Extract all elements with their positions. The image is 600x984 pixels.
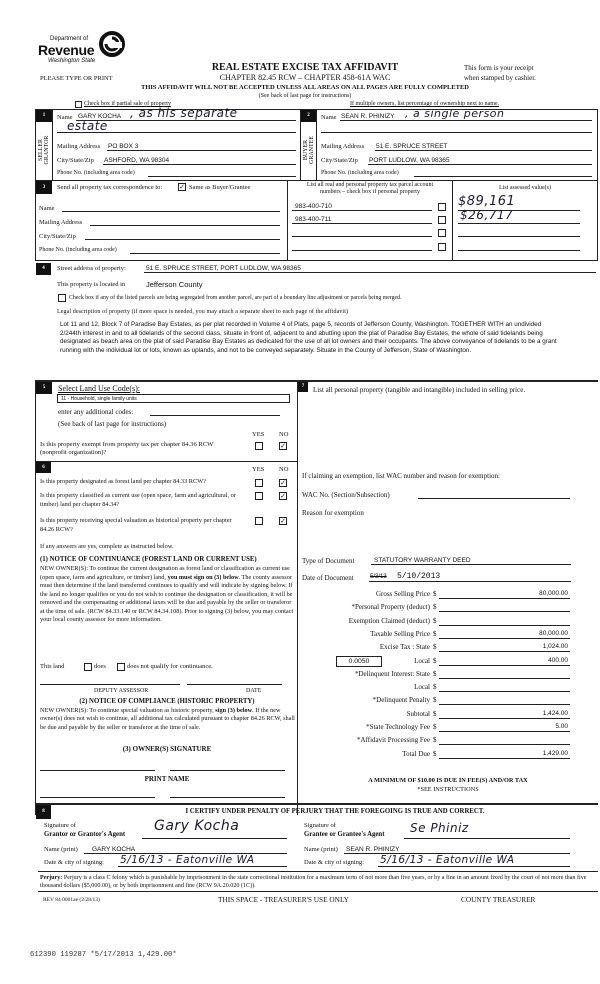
tax-row — [298, 736, 598, 748]
certification-title: I CERTIFY UNDER PENALTY OF PERJURY THAT THE FOREGOING IS TRUE AND CORRECT. — [185, 808, 485, 815]
buyer-city-field[interactable] — [368, 156, 592, 165]
divider — [35, 380, 36, 815]
does-not-label: does not qualify for continuance. — [127, 663, 213, 670]
minimum-note: A MINIMUM OF $10.00 IS DUE IN FEE(S) AND/OR TAX — [368, 777, 528, 784]
parcel-number: 983-400-711 — [295, 216, 332, 223]
multiple-owners-note: If multiple owners, list percentage of ownership next to name. — [350, 101, 500, 107]
tax-amount-field[interactable] — [439, 736, 570, 745]
assessed-value: $89,161 — [458, 194, 516, 209]
exemption-label: If claiming an exemption, list WAC number and reason for exemption: — [302, 472, 500, 480]
assessed-value-field[interactable] — [458, 227, 580, 237]
currency-symbol: $ — [433, 643, 437, 651]
section-number-1: 1 — [36, 110, 52, 122]
buyer-side-label — [302, 126, 316, 176]
corr-city-field[interactable] — [85, 232, 280, 240]
divider — [597, 180, 598, 260]
section-number-3: 3 — [36, 181, 52, 194]
tax-row — [298, 617, 598, 629]
grantee-label: GRANTEE — [309, 136, 315, 164]
please-type: PLEASE TYPE OR PRINT — [40, 75, 113, 82]
tax-amount-value: 1,429.00 — [542, 750, 568, 757]
section-number-6: 6 — [36, 462, 51, 473]
grantee-name-value: SEAN R. PHINIZY — [346, 846, 400, 853]
receipt-note-1: This form is your receipt — [464, 64, 534, 72]
currency-symbol: $ — [433, 603, 437, 611]
grantor-date-field[interactable] — [118, 854, 287, 867]
form-number: REV 84 0001ae (2/28/13) — [43, 897, 100, 903]
personal-property-checkbox[interactable] — [438, 229, 446, 237]
divider — [35, 803, 598, 805]
tax-row-label: Taxable Selling Price — [370, 630, 430, 638]
local-rate-box[interactable] — [336, 656, 382, 667]
tax-row-label: Total Due — [402, 750, 430, 758]
seller-name-field[interactable] — [76, 106, 296, 121]
additional-codes-field[interactable] — [150, 407, 280, 416]
grantee-date-field[interactable] — [378, 854, 570, 867]
buyer-mailing-label: Mailing Address — [321, 143, 365, 150]
tax-row — [298, 750, 598, 762]
grantee-sig-label-1: Signature of — [304, 822, 336, 829]
tax-row-label: *Affidavit Processing Fee — [357, 736, 430, 744]
seller-mailing-label: Mailing Address — [57, 143, 101, 150]
doc-type-field[interactable] — [371, 555, 571, 565]
personal-property-label: List all personal property (tangible and intangible) included in selling price. — [313, 386, 526, 394]
currency-symbol: $ — [433, 696, 437, 704]
notice1-bold: you must sign on (3) below — [167, 573, 239, 581]
buyer-mailing-field[interactable] — [375, 142, 592, 151]
receipt-note-2: when stamped by cashier. — [464, 74, 536, 82]
grantor-signature: Gary Kocha — [154, 818, 240, 834]
if-yes-note: If any answers are yes, complete as instructed below. — [40, 543, 174, 550]
notice1-text-a: NEW OWNER(S): To continue the current designation as forest land or classification as current use (open space, farm and agriculture, or timber) land, — [40, 565, 290, 581]
exempt-question: Is this property exempt from property tax per chapter 84.36 RCW (nonprofit organization)? — [40, 441, 214, 456]
grantor-name-field[interactable] — [84, 845, 287, 854]
current-use-no-checkbox[interactable]: ✓ — [280, 492, 286, 500]
currency-symbol: $ — [433, 657, 437, 665]
doc-date-value: 5/10/2013 — [397, 572, 441, 581]
grantee-signature-field[interactable] — [404, 821, 570, 839]
treasurer-stamp: 612390 119287 *5/17/2013 1,429.00* — [30, 951, 177, 959]
parcel-number-field[interactable] — [292, 227, 432, 237]
seller-phone-label: Phone No. (including area code) — [57, 170, 135, 176]
perjury-notice — [40, 874, 596, 890]
current-use-yes-checkbox[interactable] — [255, 492, 263, 500]
see-back-text: (See back of last page for instructions) — [258, 93, 352, 99]
parcel-number-field[interactable] — [292, 201, 432, 211]
divider — [35, 260, 598, 261]
currency-symbol: $ — [433, 710, 437, 718]
seller-label: SELLER — [38, 139, 44, 161]
agency-name: Revenue — [38, 42, 95, 58]
forest-no-checkbox[interactable]: ✓ — [280, 479, 286, 487]
tax-row — [298, 696, 598, 708]
print-name-line-1[interactable] — [40, 797, 155, 798]
currency-symbol: $ — [433, 590, 437, 598]
notice2-text-b: . If the new owner(s) does not wish to continue, all additional tax calculated pursuant to chapter 84.26 RCW, shall be due and payable by the seller or transferor at the time of sale. — [40, 707, 295, 731]
see-instructions: *SEE INSTRUCTIONS — [417, 786, 479, 793]
county-treasurer: COUNTY TREASURER — [461, 895, 536, 904]
forest-yes-checkbox[interactable] — [255, 479, 263, 487]
seller-side-label — [37, 126, 51, 176]
same-as-buyer-label: Same as Buyer/Grantee — [189, 184, 251, 191]
tax-amount-field[interactable] — [439, 617, 570, 626]
tax-row-label: *Personal Property (deduct) — [351, 603, 430, 611]
buyer-name-value: SEAN R. PHINIZY — [341, 113, 395, 120]
historic-no-checkbox[interactable]: ✓ — [280, 517, 286, 525]
owner-signature-label: (3) OWNER(S) SIGNATURE — [122, 745, 212, 753]
tax-row-label: Local — [414, 683, 430, 691]
corr-city-label: City/State/Zip — [39, 233, 76, 240]
tax-row — [298, 590, 598, 602]
divider — [35, 380, 598, 382]
buyer-name-line2[interactable] — [321, 122, 592, 133]
agency-line1: Department of — [50, 36, 89, 42]
divider — [38, 871, 598, 872]
tax-amount-field[interactable] — [439, 723, 570, 732]
no-header: NO — [279, 466, 289, 473]
treasurer-use: THIS SPACE - TREASURER'S USE ONLY — [218, 895, 349, 904]
grantee-date-value: 5/16/13 - Eatonville WA — [380, 854, 515, 866]
buyer-phone-label: Phone No. (including area code) — [321, 170, 399, 176]
parcel-header — [288, 182, 452, 196]
notice1-text-b: . The county assessor must then determine if the land transferred continues to qualify and will indicate by signing below. If the land no longer qualifies or you do not wish to continue the designation or classification, it will be removed and the compensating or additional taxes will be due and payable by the seller or transferor at the time of sale. (RCW 84.33.140 or RCW 84.34.108). Prior to signing (3) below, you may contact your local county assessor for more information. — [40, 573, 294, 623]
divider — [316, 109, 317, 180]
this-land-label: This land — [40, 663, 65, 670]
currency-symbol: $ — [433, 750, 437, 758]
notice2-text-a: NEW OWNER(S): To continue special valuation as historic property, — [40, 707, 216, 714]
corr-name-field[interactable] — [62, 204, 280, 212]
additional-codes-label: enter any additional codes: — [58, 408, 134, 416]
yes-header: YES — [252, 466, 265, 473]
doc-date-label: Date of Document — [302, 574, 354, 582]
seller-city-label: City/State/Zip — [57, 157, 94, 164]
tax-row-label: Local — [414, 657, 430, 665]
land-use-select[interactable] — [57, 394, 290, 403]
tax-row — [298, 723, 598, 735]
buyer-name-handwritten: , a single person — [405, 107, 505, 120]
date-label: DATE — [246, 688, 262, 694]
segregated-checkbox[interactable] — [58, 294, 66, 302]
street-label: Street address of property: — [57, 265, 126, 272]
land-use-instructions: (See back of last page for instructions) — [58, 420, 167, 428]
doc-type-value: STATUTORY WARRANTY DEED — [374, 557, 471, 564]
tax-amount-field[interactable] — [439, 590, 570, 599]
parcel-number-field[interactable] — [292, 241, 432, 251]
grantor-sig-label-2: Grantor or Grantor's Agent — [44, 831, 126, 838]
exempt-no-checkbox[interactable]: ✓ — [280, 442, 286, 450]
notice1-title: (1) NOTICE OF CONTINUANCE (FOREST LAND OR CURRENT USE) — [40, 556, 257, 563]
tax-row — [298, 710, 598, 722]
seller-city-value: ASHFORD, WA 98304 — [104, 157, 170, 164]
section-number-5: 5 — [36, 382, 52, 394]
currency-symbol: $ — [433, 630, 437, 638]
tax-row — [298, 643, 598, 655]
assessed-header: List assessed value(s) — [499, 185, 551, 191]
grantee-signature: Se Phiniz — [410, 821, 469, 835]
grantor-name-label: Name (print) — [44, 846, 78, 853]
tax-amount-field[interactable] — [439, 710, 570, 719]
yes-header: YES — [252, 431, 265, 438]
grantor-date-label: Date & city of signing: — [44, 859, 104, 866]
seller-mailing-field[interactable] — [107, 142, 296, 151]
corr-mailing-field[interactable] — [90, 218, 280, 226]
does-not-checkbox[interactable] — [117, 663, 125, 671]
perjury-text: Perjury is a class C felony which is punishable by imprisonment in the state correctional institution for a maximum term of not more than five years, or by a fine in an amount fixed by the court of not more than five thousand dollars ($5,000.00), or by both imprisonment and fine (RCW 9A.20.020 (1C)). — [40, 875, 587, 890]
tax-amount-field[interactable] — [439, 630, 570, 639]
parcel-number-field[interactable] — [292, 214, 432, 224]
grantor-sig-label-1: Signature of — [44, 822, 76, 829]
currency-symbol: $ — [433, 670, 437, 678]
assessed-value-field[interactable] — [458, 208, 580, 224]
tax-amount-value: 80,000.00 — [539, 630, 568, 637]
doc-date-struck: 5/3/13 — [370, 574, 387, 580]
currency-symbol: $ — [433, 723, 437, 731]
seller-name-handwritten: , as his separate — [130, 106, 238, 120]
tax-row-label: Gross Selling Price — [375, 590, 430, 598]
agency-state: Washington State — [48, 58, 96, 64]
form-title: REAL ESTATE EXCISE TAX AFFIDAVIT — [211, 62, 399, 73]
doc-type-label: Type of Document — [302, 557, 355, 565]
buyer-name-label: Name — [321, 114, 337, 121]
seller-phone-field[interactable] — [148, 169, 296, 177]
currency-symbol: $ — [433, 736, 437, 744]
segregated-label: Check box if any of the listed parcels are being segregated from another parcel, are part of a boundary line adjustment or parcels being merged. — [69, 295, 402, 301]
parcel-row — [292, 241, 592, 253]
currency-symbol: $ — [433, 683, 437, 691]
seller-name-handwritten-2: estate — [67, 119, 108, 133]
divider — [38, 891, 598, 892]
current-use-question: Is this property classified as current use (open space, farm and agricultural, or timber) land per chapter 84.34? — [40, 492, 236, 508]
local-rate-value: 0.0050 — [348, 658, 370, 665]
divider — [35, 180, 598, 181]
deputy-assessor-label: DEPUTY ASSESSOR — [94, 688, 149, 694]
notice2-text — [40, 707, 296, 732]
tax-amount-field[interactable] — [439, 683, 570, 692]
buyer-phone-field[interactable] — [414, 169, 592, 177]
buyer-city-value: PORT LUDLOW, WA 98365 — [369, 157, 450, 164]
doc-date-field[interactable] — [369, 572, 571, 582]
parcel-row — [292, 227, 592, 239]
grantor-name-value: GARY KOCHA — [92, 846, 136, 853]
form-subtitle: CHAPTER 82.45 RCW – CHAPTER 458-61A WAC — [219, 73, 391, 82]
tax-amount-field[interactable] — [439, 657, 570, 666]
seller-mailing-value: PO BOX 3 — [108, 143, 139, 150]
no-header: NO — [279, 431, 289, 438]
divider — [52, 109, 53, 180]
parcel-header-2: numbers – check box if personal property — [320, 189, 420, 195]
tax-amount-value: 80,000.00 — [539, 590, 568, 597]
personal-property-checkbox[interactable] — [438, 203, 446, 211]
located-label: This property is located in — [57, 281, 126, 288]
tax-amount-field[interactable] — [439, 750, 570, 759]
partial-sale-label: Check box if partial sale of property — [84, 101, 171, 107]
divider — [35, 461, 297, 462]
currency-symbol: $ — [433, 617, 437, 625]
legal-label: Legal description of property (if more space is needed, you may attach a separate sheet to each page of the affidavit) — [57, 309, 349, 315]
corr-name-label: Name — [39, 205, 55, 212]
forest-question: Is this property designated as forest land per chapter 84.33 RCW? — [40, 478, 206, 485]
owner-signature-line-1[interactable] — [40, 770, 155, 771]
parcel-number: 983-400-710 — [295, 203, 332, 210]
tax-row — [298, 683, 598, 695]
personal-property-checkbox[interactable] — [438, 243, 446, 251]
does-checkbox[interactable] — [84, 663, 92, 671]
parcel-row — [292, 208, 592, 226]
grantee-name-field[interactable] — [344, 845, 570, 854]
deputy-assessor-line[interactable] — [40, 684, 180, 685]
owner-signature-line-2[interactable] — [170, 770, 285, 771]
date-line[interactable] — [187, 684, 282, 685]
personal-property-checkbox[interactable] — [438, 216, 446, 224]
street-value: 51 E. SPRUCE STREET, PORT LUDLOW, WA 98365 — [146, 265, 301, 272]
section-number-8: 8 — [36, 805, 51, 819]
warning-text: THIS AFFIDAVIT WILL NOT BE ACCEPTED UNLESS ALL AREAS ON ALL PAGES ARE FULLY COMPLETED — [141, 84, 469, 91]
legal-description: Lot 11 and 12, Block 7 of Paradise Bay Estates, as per plat recorded in Volume 4 of Plats, page 5, records of Jefferson County, Washington. TOGETHER WITH an undivided 2/244th interest in and to all tidelands of the second class, situate in front of, adjacent to and abutting upon the plat of Paradise Bay Estates, the whole of said tidelands being designated as beach area on the plat of said Paradise Bay Estates as dedicated for the use of all lot owners and their occupants. The above conveyance of tidelands to be a grant running with the individual lot or lots, known as uplands, and not to be conveyed separately. Situate in the County of Jefferson, State of Washington. — [60, 321, 557, 354]
parcel-header-1: List all real and personal property tax parcel account — [306, 182, 434, 188]
street-field[interactable] — [144, 264, 596, 273]
section-number-4: 4 — [36, 263, 51, 275]
corr-phone-field[interactable] — [130, 246, 280, 254]
assessed-value-field[interactable] — [458, 241, 580, 251]
land-use-selected: 11 - Household, single family units — [61, 396, 137, 402]
tax-row — [298, 603, 598, 615]
grantee-date-label: Date & city of signing: — [304, 859, 364, 866]
print-name-line-2[interactable] — [170, 797, 285, 798]
tax-row — [298, 670, 598, 682]
grantee-sig-label-2: Grantee or Grantee's Agent — [304, 831, 385, 838]
seller-city-field[interactable] — [103, 156, 296, 165]
grantee-name-label: Name (print) — [304, 846, 338, 853]
tax-row — [298, 630, 598, 642]
historic-question: Is this property receiving special valuation as historical property per chapter 84.26 RCW? — [40, 517, 232, 533]
corr-mailing-label: Mailing Address — [39, 219, 83, 226]
seller-name-label: Name — [57, 114, 73, 121]
same-as-buyer-checkbox[interactable]: ✓ — [179, 183, 185, 191]
wac-field[interactable] — [418, 490, 570, 499]
county-value: Jefferson County — [146, 280, 203, 289]
tax-amount-field[interactable] — [439, 603, 570, 612]
wac-label: WAC No. (Section/Subsection) — [302, 491, 390, 499]
grantor-date-value: 5/16/13 - Eatonville WA — [120, 854, 255, 866]
partial-sale-checkbox[interactable] — [75, 101, 82, 108]
parcel-row — [292, 194, 592, 213]
tax-row-label: *Delinquent Interest: State — [354, 670, 430, 678]
tax-amount-value: 1,424.00 — [542, 710, 568, 717]
seller-name-line2[interactable] — [57, 119, 296, 133]
does-label: does — [94, 663, 106, 670]
tax-amount-value: 1,024.00 — [542, 643, 568, 650]
notice2-bold: sign (3) below — [215, 707, 253, 714]
perjury-bold: Perjury: — [40, 875, 63, 881]
exempt-yes-checkbox[interactable] — [255, 442, 263, 450]
print-name-label: PRINT NAME — [144, 775, 190, 783]
buyer-label: BUYER — [303, 139, 309, 161]
seller-name-value: GARY KOCHA — [78, 113, 122, 120]
historic-yes-checkbox[interactable] — [255, 517, 263, 525]
tax-amount-field[interactable] — [439, 670, 570, 679]
buyer-mailing-value: 51 E. SPRUCE STREET — [376, 143, 448, 150]
corr-phone-label: Phone No. (including area code) — [39, 247, 117, 253]
dor-swirl-icon — [98, 30, 126, 58]
tax-amount-field[interactable] — [439, 643, 570, 652]
buyer-name-field[interactable] — [340, 107, 592, 121]
assessed-value: $26,717 — [460, 208, 514, 222]
correspondence-label: Send all property tax correspondence to: — [57, 184, 163, 191]
tax-row-label: *State Technology Fee — [366, 723, 430, 731]
tax-row-label: *Delinquent Penalty — [372, 696, 430, 704]
tax-amount-value: 5.00 — [555, 723, 568, 730]
land-use-label: Select Land Use Code(s): — [58, 384, 140, 393]
notice1-text — [40, 565, 296, 625]
section-number-7: 7 — [298, 382, 308, 392]
grantor-label: GRANTOR — [44, 135, 50, 165]
tax-amount-field[interactable] — [439, 696, 570, 705]
tax-row-label: Excise Tax : State — [379, 643, 430, 651]
divider — [597, 109, 598, 180]
notice2-title: (2) NOTICE OF COMPLIANCE (HISTORIC PROPERTY) — [79, 698, 255, 705]
tax-row-label: Subtotal — [406, 710, 430, 718]
section-number-2: 2 — [301, 110, 316, 122]
reason-label: Reason for exemption — [302, 509, 364, 517]
grantor-signature-field[interactable] — [142, 818, 287, 839]
tax-amount-value: 400.00 — [548, 657, 568, 664]
buyer-city-label: City/State/Zip — [321, 157, 358, 164]
tax-row-label: Exemption Claimed (deduct) — [348, 617, 430, 625]
